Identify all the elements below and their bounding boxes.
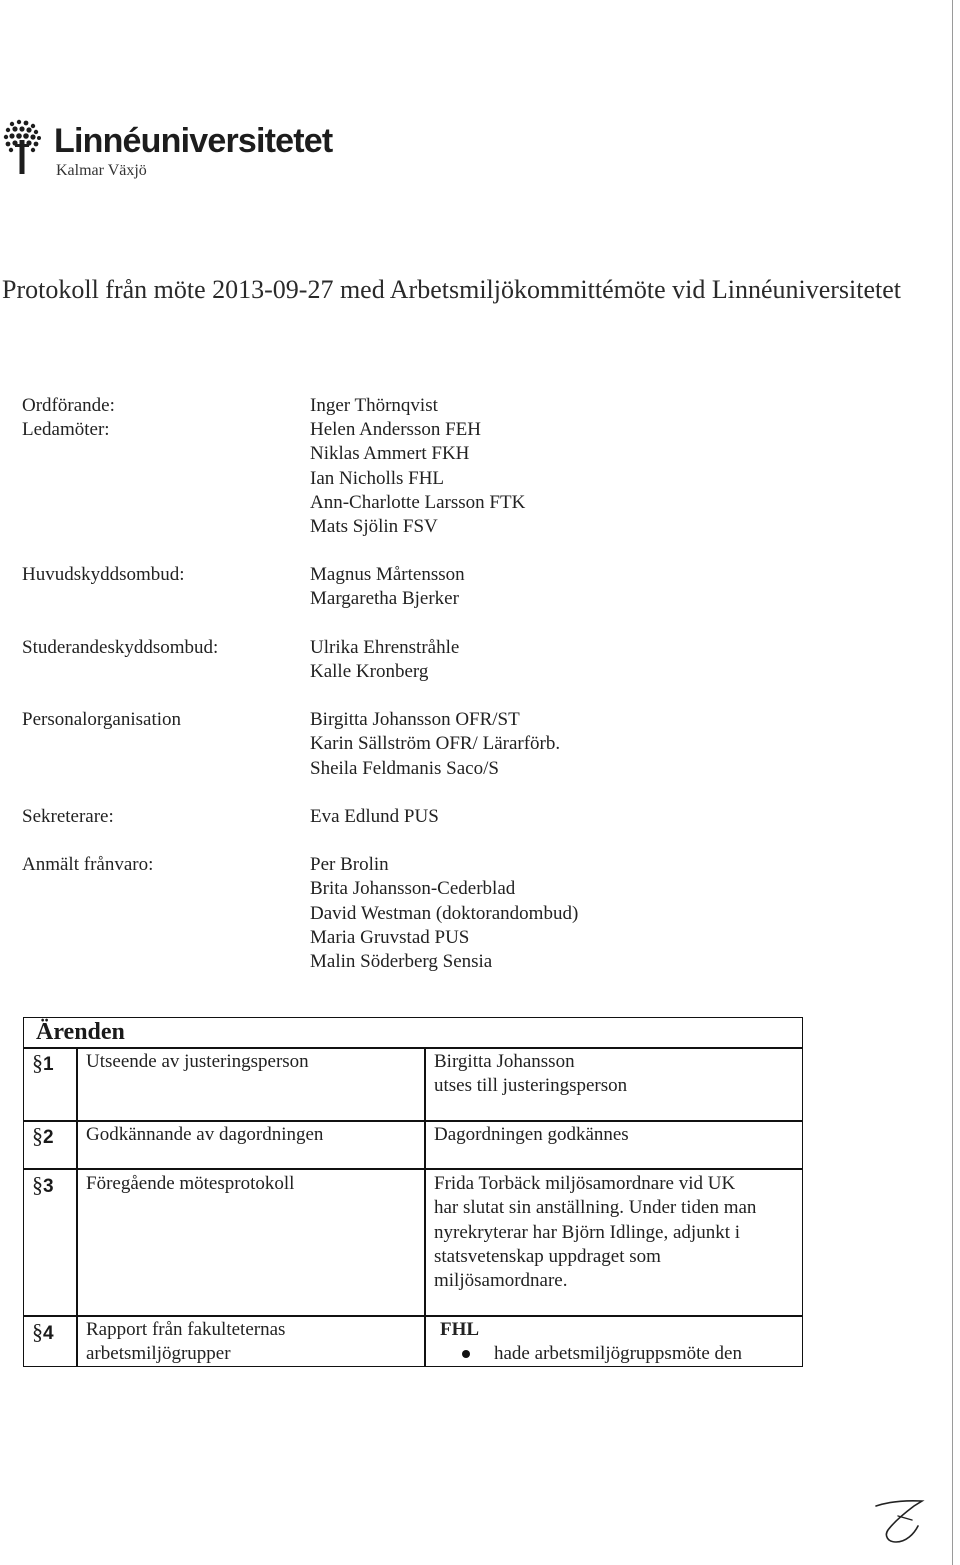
role-label: Ledamöter: <box>22 419 110 440</box>
role-label: Sekreterare: <box>22 806 114 827</box>
table-rule <box>24 1047 802 1049</box>
role-name: Margaretha Bjerker <box>310 588 459 610</box>
role-name: Maria Gruvstad PUS <box>310 926 470 948</box>
item-topic: Utseende av justeringsperson <box>86 1051 309 1072</box>
role-name: Birgitta Johansson OFR/ST <box>310 709 520 730</box>
role-name: Ian Nicholls FHL <box>310 467 445 489</box>
tree-logo-icon <box>2 118 48 178</box>
table-rule <box>24 1168 802 1170</box>
item-decision: Birgitta Johansson utses till justeringsperson <box>434 1051 628 1097</box>
item-decision: Frida Torbäck miljösamordnare vid UK har slutat sin anställning. Under tiden man nyrekryterar har Björn Idlinge, adjunkt i statsvetenskap uppdraget som miljösamordnare. <box>434 1173 757 1292</box>
role-name: Brita Johansson-Cederblad <box>310 878 516 900</box>
agenda-heading: Ärenden <box>36 1019 125 1045</box>
agenda-table <box>23 1017 803 1367</box>
role-label: Anmält frånvaro: <box>22 854 154 875</box>
role-name: Malin Söderberg Sensia <box>310 951 493 973</box>
logo-name: Linnéuniversitetet <box>54 122 333 160</box>
item-number: §4 <box>32 1319 54 1344</box>
faculty-heading: FHL <box>440 1319 480 1340</box>
role-name: David Westman (doktorandombud) <box>310 902 579 924</box>
item-topic: Föregående mötesprotokoll <box>86 1173 295 1194</box>
role-name: Inger Thörnqvist <box>310 395 438 416</box>
item-number: §1 <box>32 1050 54 1075</box>
role-name: Ann-Charlotte Larsson FTK <box>310 491 526 513</box>
role-name: Mats Sjölin FSV <box>310 516 438 538</box>
table-rule <box>24 1315 802 1317</box>
role-label: Huvudskyddsombud: <box>22 564 185 585</box>
bullet-item: hade arbetsmiljögruppsmöte den <box>440 1342 742 1366</box>
role-name: Karin Sällström OFR/ Lärarförb. <box>310 733 561 755</box>
logo-subtitle: Kalmar Växjö <box>56 162 147 179</box>
role-label: Ordförande: <box>22 395 115 416</box>
item-decision: Dagordningen godkännes <box>434 1124 629 1145</box>
bullet-icon <box>462 1350 470 1358</box>
role-name: Magnus Mårtensson <box>310 564 465 585</box>
page-edge <box>952 0 953 1565</box>
role-name: Sheila Feldmanis Saco/S <box>310 757 499 779</box>
item-decision <box>440 1318 742 1367</box>
table-column-divider <box>424 1048 426 1366</box>
item-number: §2 <box>32 1123 54 1148</box>
role-name: Eva Edlund PUS <box>310 806 439 827</box>
item-number: §3 <box>32 1172 54 1197</box>
role-name: Ulrika Ehrenstråhle <box>310 637 460 658</box>
role-label: Studerandeskyddsombud: <box>22 637 219 658</box>
role-name: Per Brolin <box>310 854 389 875</box>
role-label: Personalorganisation <box>22 709 182 730</box>
role-name: Kalle Kronberg <box>310 661 429 683</box>
table-column-divider <box>76 1048 78 1366</box>
document-title: Protokoll från möte 2013-09-27 med Arbetsmiljökommittémöte vid Linnéuniversitetet <box>2 275 902 304</box>
role-name: Helen Andersson FEH <box>310 419 481 440</box>
signature-initials-icon <box>872 1498 928 1548</box>
item-topic: Rapport från fakulteternas arbetsmiljögrupper <box>86 1319 286 1365</box>
item-topic: Godkännande av dagordningen <box>86 1124 324 1145</box>
role-name: Niklas Ammert FKH <box>310 443 470 465</box>
